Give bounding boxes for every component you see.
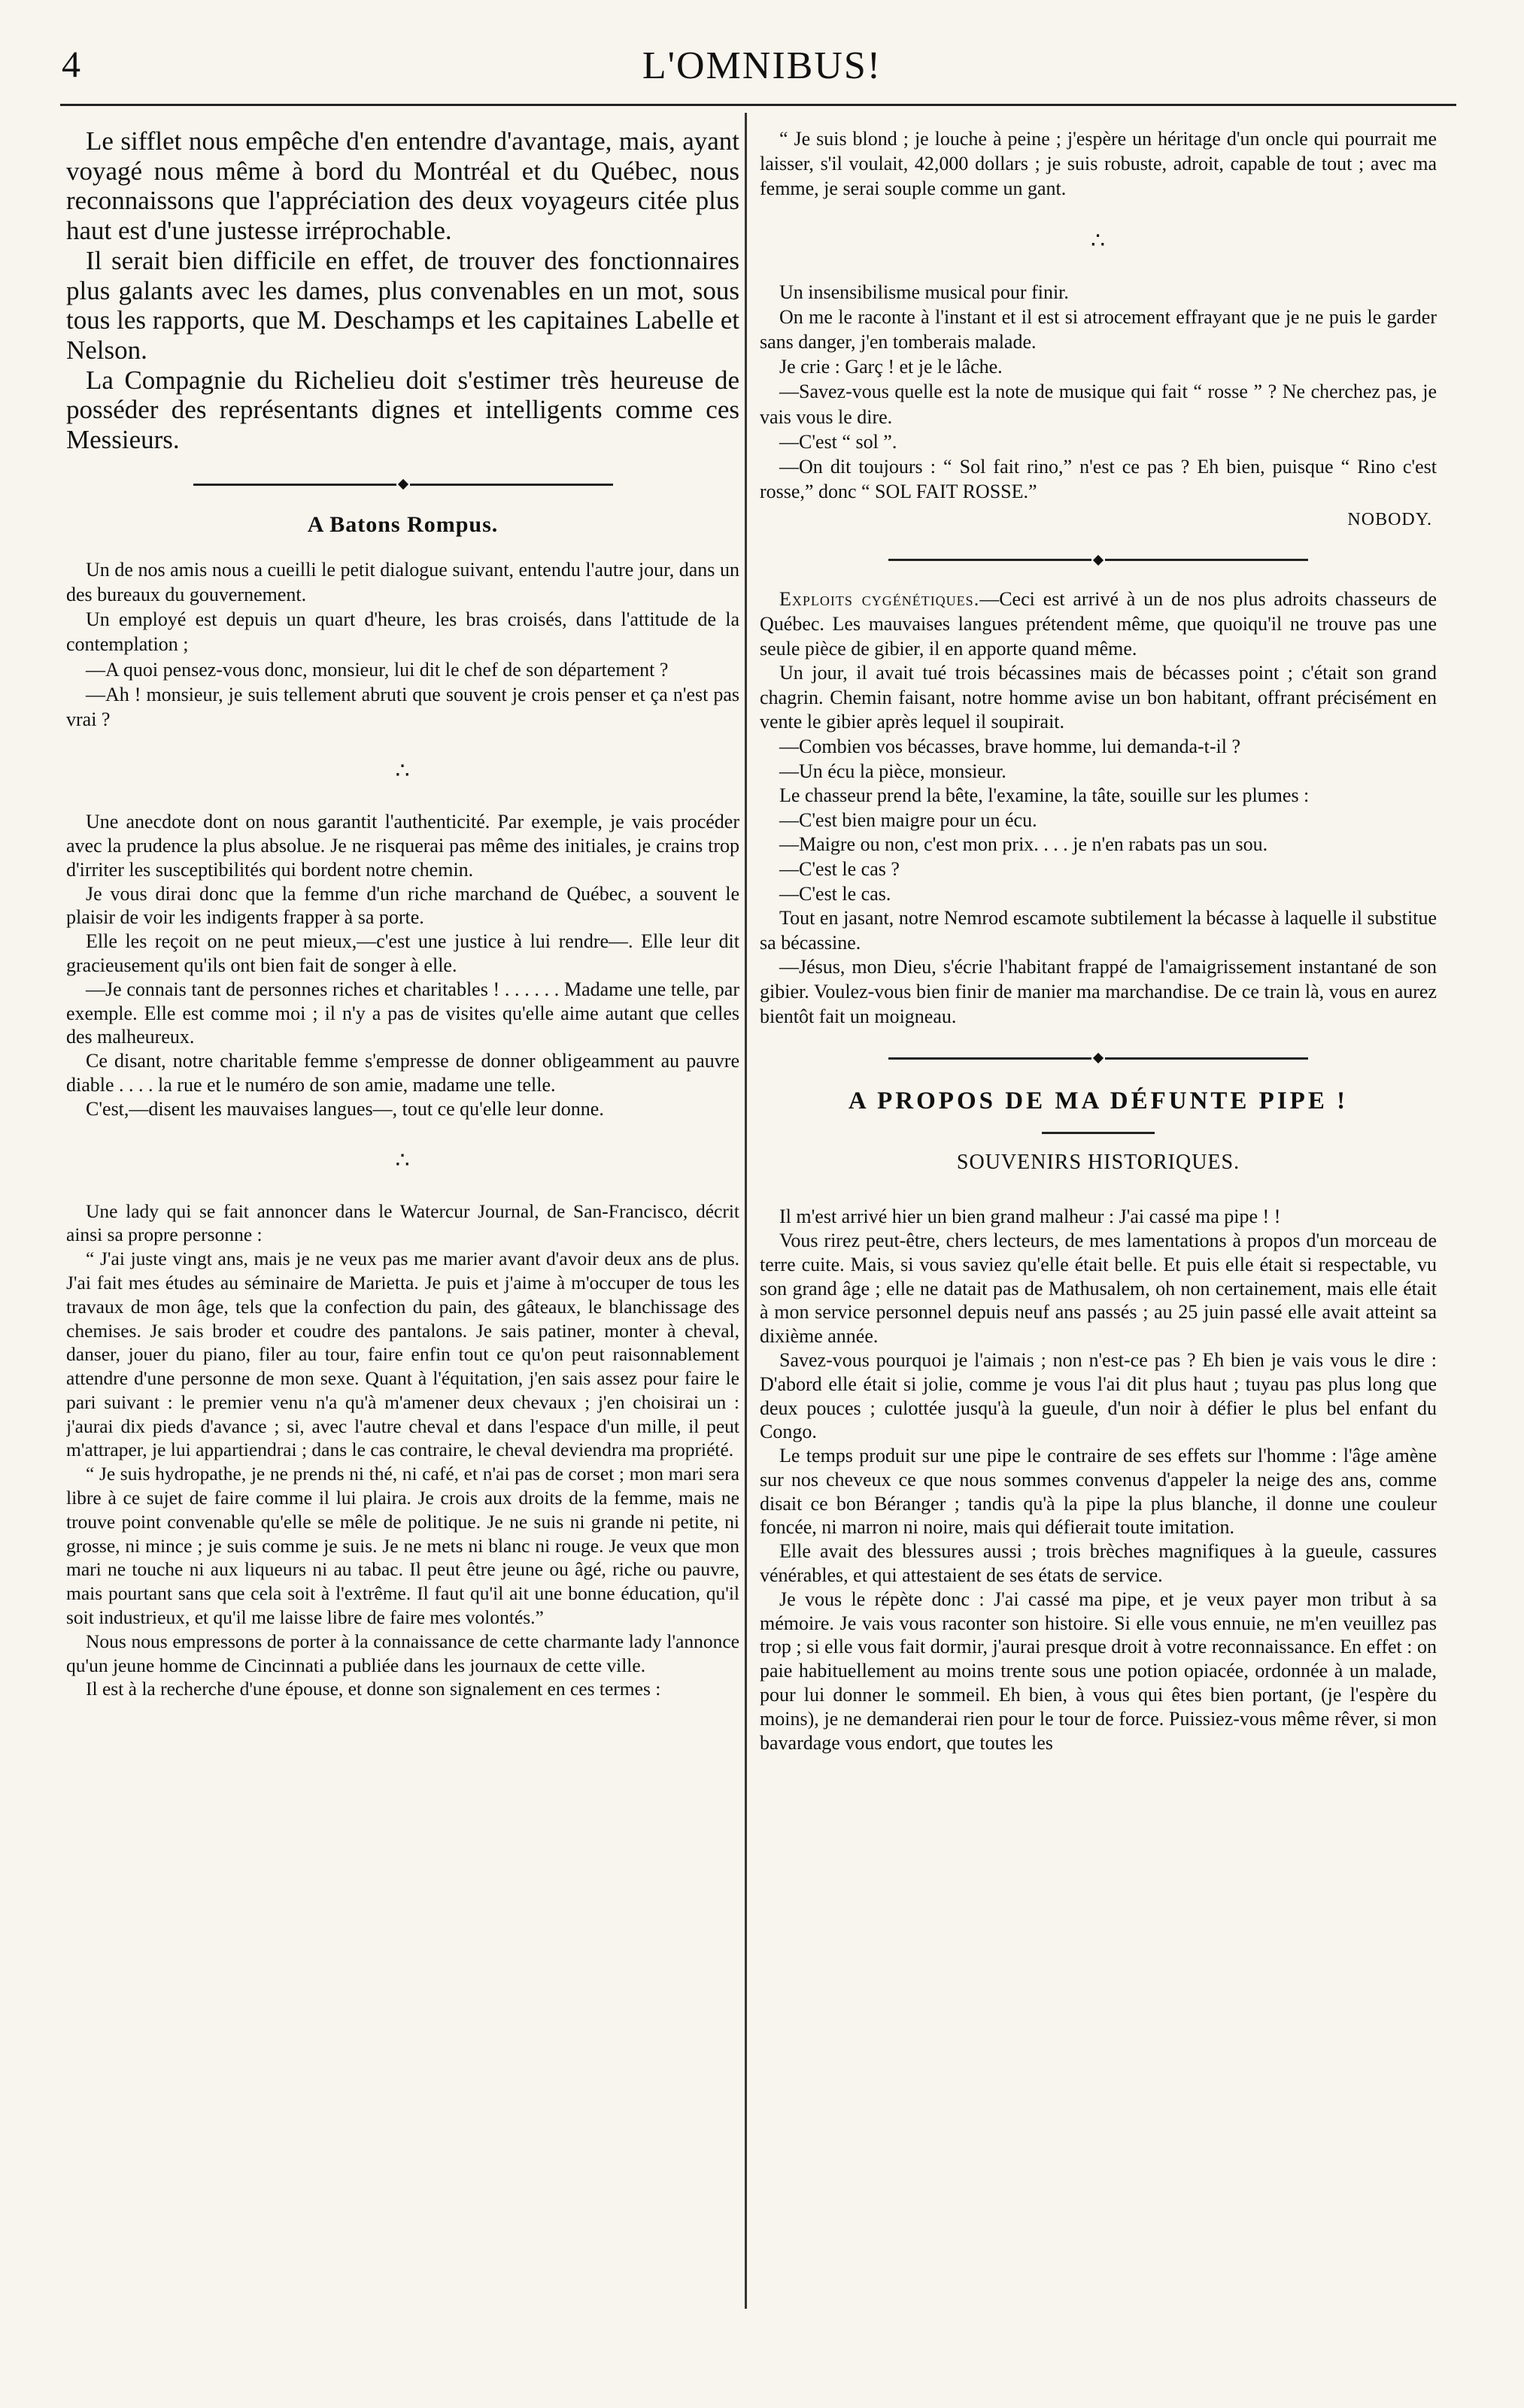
exploits-paragraph: —C'est bien maigre pour un écu.	[779, 808, 1037, 831]
musical-paragraph: Je crie : Garç ! et je le lâche.	[779, 356, 1003, 378]
exploits-paragraph: —Un écu la pièce, monsieur.	[779, 760, 1006, 782]
intro-paragraph: Le sifflet nous empêche d'en entendre d'avantage, mais, ayant voyagé nous même à bord du Montréal et du Québec, nous reconnaissons que l'appréciation des deux voyageurs citée plus haut est d'une justesse irréprochable.	[66, 126, 739, 246]
asterism-separator: ∴	[395, 1148, 411, 1173]
lady-paragraph: “ J'ai juste vingt ans, mais je ne veux pas me marier avant d'avoir deux ans de plus. J'ai fait mes études au séminaire de Marietta. Je puis et j'aime à m'occuper de tous les travaux de mon âge, tels que la confection du pain, des gâteaux, le blanchissage des chemises. Je sais broder et coudre des pantalons. Je sais patiner, monter à cheval, danser, jouer du piano, filer au tour, faire enfin tout ce qu'on peut raisonnablement attendre d'une personne de mon sexe. Quant à l'équitation, j'en sais assez pour faire le pari suivant : le premier venu n'a qu'à m'amener deux chevaux ; j'en choisirai un : j'aurai dix pieds d'avance ; si, avec l'autre cheval et dans l'espace d'un mille, il peut m'attraper, je lui appartiendrai ; dans le cas contraire, le cheval deviendra ma propriété.	[66, 1248, 739, 1461]
page-number: 4	[62, 43, 80, 85]
anecdote-paragraph: Une anecdote dont on nous garantit l'authenticité. Par exemple, je vais procéder avec la prudence la plus absolue. Je ne risquerai pas même des initiales, je crains trop d'irriter les susceptibilités qui bordent notre chemin.	[66, 811, 739, 881]
right-column	[760, 126, 1437, 2307]
section-title-batons-rompus: A Batons Rompus.	[307, 511, 499, 537]
pipe-paragraph: Je vous le répète donc : J'ai cassé ma pipe, et je veux payer mon tribut à sa mémoire. Je vais vous raconter son histoire. Si elle vous ennuie, ne m'en veuillez pas trop ; si elle vous fait dormir, j'aurai presque droit à votre reconnaissance. En effet : on paie habituellement au moins trente sous une potion opiacée, ordonnée à un malade, pour lui donner le sommeil. Eh bien, à vous qui êtes bien portant, (je l'espère du moins), je ne demanderai rien pour le tour de force. Puissiez-vous même rêver, si mon bavardage vous endort, que toutes les	[760, 1588, 1437, 1754]
exploits-paragraph: —C'est le cas ?	[779, 857, 900, 880]
lady-paragraph: Une lady qui se fait annoncer dans le Watercur Journal, de San-Francisco, décrit ainsi sa propre personne :	[66, 1199, 739, 1246]
asterism-separator: ∴	[1090, 228, 1107, 253]
pipe-paragraph: Savez-vous pourquoi je l'aimais ; non n'est-ce pas ? Eh bien je vais vous le dire : D'abord elle était si jolie, comme je vous l'ai dit plus haut ; tuyau pas plus long que deux pouces ; culottée jusqu'à la gueule, d'un noir à défier le plus bel enfant du Congo.	[760, 1348, 1437, 1443]
exploits-paragraph: —Jésus, mon Dieu, s'écrie l'habitant frappé de l'amaigrissement instantané de son gibier. Voulez-vous bien finir de manier ma marchandise. De ce train là, vous en aurez bientôt fait un moigneau.	[760, 956, 1437, 1027]
pipe-paragraph: Le temps produit sur une pipe le contraire de ses effets sur l'homme : l'âge amène sur nos cheveux ce que nous sommes convenus d'appeler la neige des ans, comme disait ce bon Béranger ; tandis qu'à la pipe la plus blanche, il donne une couleur foncée, ni marron ni noire, mais qui défierait toute imitation.	[760, 1445, 1437, 1539]
left-column	[66, 126, 739, 2307]
dialogue-paragraph: —Ah ! monsieur, je suis tellement abruti que souvent je crois penser et ça n'est pas vrai ?	[66, 683, 739, 730]
pipe-paragraph: Elle avait des blessures aussi ; trois brèches magnifiques à la gueule, cassures vénérables, et qui attestaient de ses états de service.	[760, 1540, 1437, 1587]
page-header	[0, 0, 1524, 113]
exploits-paragraph	[760, 587, 1437, 661]
quote-paragraph: “ Je suis blond ; je louche à peine ; j'espère un héritage d'un oncle qui pourrait me laisser, s'il voulait, 42,000 dollars ; je suis robuste, adroit, capable de tout ; avec ma femme, je serai souple comme un gant.	[760, 128, 1437, 200]
musical-paragraph: —On dit toujours : “ Sol fait rino,” n'est ce pas ? Eh bien, puisque “ Rino c'est rosse,” donc “ SOL FAIT ROSSE.”	[760, 456, 1437, 503]
section-title-pipe: A PROPOS DE MA DÉFUNTE PIPE !	[848, 1087, 1349, 1115]
exploits-paragraph: —Combien vos bécasses, brave homme, lui demanda-t-il ?	[779, 735, 1241, 757]
exploits-paragraph: Tout en jasant, notre Nemrod escamote subtilement la bécasse à laquelle il substitue sa bécassine.	[760, 907, 1437, 954]
ornament-divider	[760, 1051, 1437, 1065]
asterism-separator: ∴	[395, 759, 411, 784]
short-rule	[1042, 1132, 1155, 1134]
exploits-paragraph: Un jour, il avait tué trois bécassines mais de bécasses point ; c'était son grand chagrin. Chemin faisant, notre homme avise un bon habitant, offrant précisément en vente le gibier après lequel il soupirait.	[760, 662, 1437, 733]
exploits-paragraph: —C'est le cas.	[779, 882, 891, 905]
musical-paragraph: On me le raconte à l'instant et il est si atrocement effrayant que je ne puis le garder sans danger, j'en tomberais malade.	[760, 305, 1437, 353]
musical-paragraph: —Savez-vous quelle est la note de musique qui fait “ rosse ” ? Ne cherchez pas, je vais vous le dire.	[760, 381, 1437, 428]
dialogue-paragraph: Un de nos amis nous a cueilli le petit dialogue suivant, entendu l'autre jour, dans un des bureaux du gouvernement.	[66, 558, 739, 605]
musical-paragraph: —C'est “ sol ”.	[779, 430, 897, 453]
musical-paragraph: Un insensibilisme musical pour finir.	[779, 281, 1069, 303]
intro-paragraph: Il serait bien difficile en effet, de trouver des fonctionnaires plus galants avec les dames, plus convenables en un mot, sous tous les rapports, que M. Deschamps et les capitaines Labelle et Nelson.	[66, 245, 739, 365]
exploits-paragraph: —Maigre ou non, c'est mon prix. . . . je n'en rabats pas un sou.	[779, 833, 1268, 856]
dialogue-paragraph: Un employé est depuis un quart d'heure, les bras croisés, dans l'attitude de la contemplation ;	[66, 608, 739, 656]
column-divider	[745, 113, 747, 2309]
anecdote-paragraph: Je vous dirai donc que la femme d'un riche marchand de Québec, a souvent le plaisir de voir les indigents frapper à sa porte.	[66, 882, 739, 929]
exploits-text: —Ceci est arrivé à un de nos plus adroits chasseurs de Québec. Les mauvaises langues prétendent même, que quoiqu'il ne trouve pas une seule pièce de gibier, il en apporte quand même.	[760, 588, 1437, 660]
pipe-paragraph: Vous rirez peut-être, chers lecteurs, de mes lamentations à propos d'un morceau de terre cuite. Mais, si vous saviez qu'elle était belle. Et puis elle était si respectable, vu son grand âge ; elle ne datait pas de Mathusalem, oh non certainement, mais elle était à mon service personnel depuis neuf ans passés ; au 25 juin passé elle avait atteint sa dixième année.	[760, 1229, 1437, 1348]
lady-paragraph: Nous nous empressons de porter à la connaissance de cette charmante lady l'annonce qu'un jeune homme de Cincinnati a publiée dans les journaux de cette ville.	[66, 1630, 739, 1676]
exploits-paragraph: Le chasseur prend la bête, l'examine, la tâte, souille sur les plumes :	[779, 784, 1310, 807]
header-rule	[60, 104, 1456, 106]
anecdote-paragraph: C'est,—disent les mauvaises langues—, tout ce qu'elle leur donne.	[86, 1097, 604, 1120]
section-subtitle: SOUVENIRS HISTORIQUES.	[956, 1151, 1240, 1175]
pipe-paragraph: Il m'est arrivé hier un bien grand malheur : J'ai cassé ma pipe ! !	[779, 1206, 1281, 1228]
signature-nobody: NOBODY.	[1347, 510, 1432, 530]
anecdote-paragraph: —Je connais tant de personnes riches et charitables ! . . . . . . Madame une telle, par exemple. Elle est comme moi ; il n'y a pas de visites qu'elle aime autant que celles des malheureux.	[66, 978, 739, 1048]
lady-paragraph: Il est à la recherche d'une épouse, et donne son signalement en ces termes :	[86, 1678, 661, 1700]
masthead-title: L'OMNIBUS!	[642, 44, 882, 87]
lady-paragraph: “ Je suis hydropathe, je ne prends ni thé, ni café, et n'ai pas de corset ; mon mari sera libre à ce sujet de faire comme il lui plaira. Je crois aux droits de la femme, mais ne trouve point convenable qu'elle se mêle de politique. Je ne suis ni grande ni petite, ni grosse, ni mince ; je suis comme je suis. Je ne mets ni blanc ni rouge. Je veux que mon mari ne touche ni aux liqueurs ni au tabac. Il peut être jeune ou âgé, riche ou pauvre, mais pourtant sans que cela soit à l'extrême. Il faut qu'il ait une bonne éducation, qu'il soit industrieux, et qu'il me laisse libre de faire mes volontés.”	[66, 1463, 739, 1629]
ornament-divider	[760, 553, 1437, 566]
anecdote-paragraph: Ce disant, notre charitable femme s'empresse de donner obligeamment au pauvre diable . . . . la rue et le numéro de son amie, madame une telle.	[66, 1050, 739, 1096]
dialogue-paragraph: —A quoi pensez-vous donc, monsieur, lui dit le chef de son département ?	[86, 658, 669, 681]
exploits-label: Exploits cygénétiques.	[779, 588, 980, 611]
intro-paragraph: La Compagnie du Richelieu doit s'estimer très heureuse de posséder des représentants dignes et intelligents comme ces Messieurs.	[66, 365, 739, 455]
ornament-divider	[66, 478, 739, 491]
anecdote-paragraph: Elle les reçoit on ne peut mieux,—c'est une justice à lui rendre—. Elle leur dit gracieusement qu'ils ont bien fait de songer à elle.	[66, 930, 739, 976]
